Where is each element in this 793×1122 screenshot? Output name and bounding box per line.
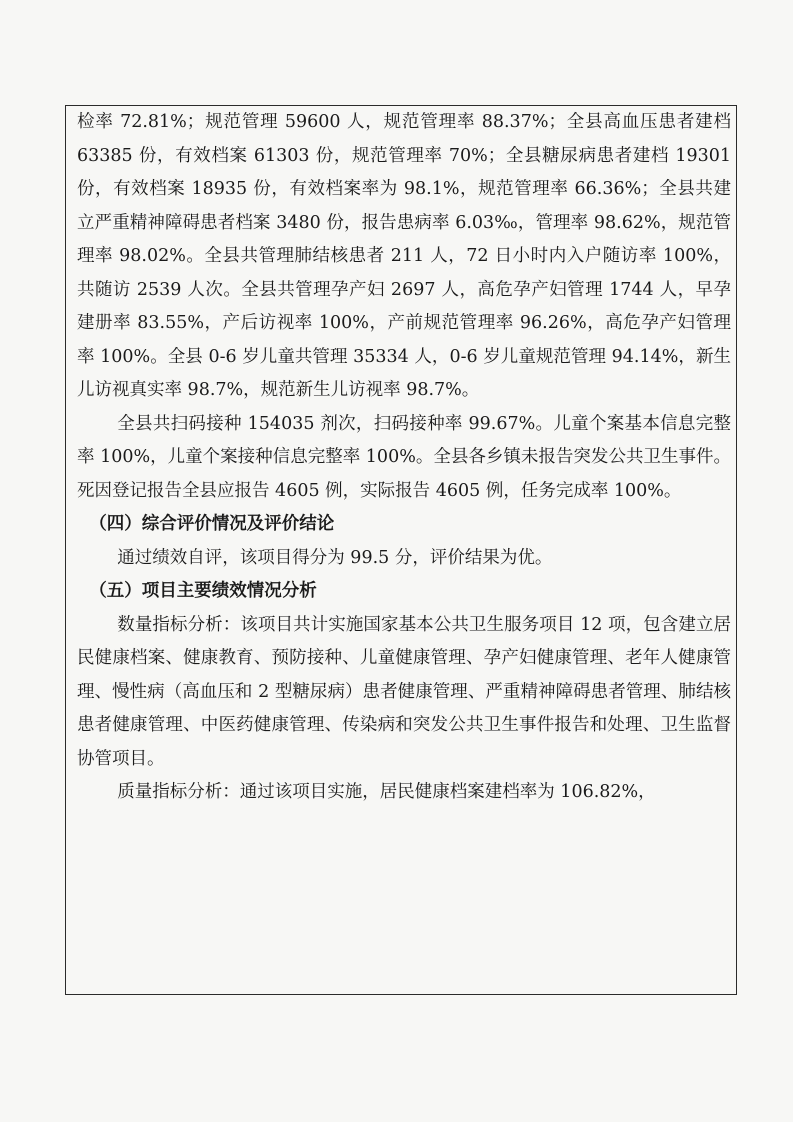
section-4-heading: （四）综合评价情况及评价结论 — [89, 514, 335, 534]
paragraph-health-management: 检率 72.81%；规范管理 59600 人，规范管理率 88.37%；全县高血压患者建档 63385 份，有效档案 61303 份，规范管理率 70%；全县糖尿病患者建档 19301 份，有效档案 18935 份，有效档案率为 98.1%，规范管理率 66.36%；全县共建立严重精神障碍患者档案 3480 份，报告患病率 6.03‰，管理率 98.62%，规范管理率 98.02%。全县共管理肺结核患者 211 人，72 日小时内入户随访率 100%，共随访 2539 人次。全县共管理孕产妇 2697 人，高危孕产妇管理 1744 人，早孕建册率 83.55%，产后访视率 100%，产前规范管理率 96.26%，高危孕产妇管理率 100%。全县 0-6 岁儿童共管理 35334 人，0-6 岁儿童规范管理 94.14%，新生儿访视真实率 98.7%，规范新生儿访视率 98.7%。 — [77, 112, 731, 400]
document-body — [77, 106, 731, 810]
section-4-text: 通过绩效自评，该项目得分为 99.5 分，评价结果为优。 — [117, 547, 553, 568]
section-5-heading: （五）项目主要绩效情况分析 — [89, 581, 317, 601]
quality-indicator-analysis: 质量指标分析：通过该项目实施，居民健康档案建档率为 106.82%， — [117, 782, 656, 802]
paragraph-vaccination: 全县共扫码接种 154035 剂次，扫码接种率 99.67%。儿童个案基本信息完整率 100%，儿童个案接种信息完整率 100%。全县各乡镇未报告突发公共卫生事件。死因登记报告全县应报告 4605 例，实际报告 4605 例，任务完成率 100%。 — [77, 413, 731, 501]
quantity-indicator-analysis: 数量指标分析：该项目共计实施国家基本公共卫生服务项目 12 项，包含建立居民健康档案、健康教育、预防接种、儿童健康管理、孕产妇健康管理、老年人健康管理、慢性病（高血压和 2 型糖尿病）患者健康管理、严重精神障碍患者管理、肺结核患者健康管理、中医药健康管理、传染病和突发公共卫生事件报告和处理、卫生监督协管项目。 — [77, 614, 731, 769]
